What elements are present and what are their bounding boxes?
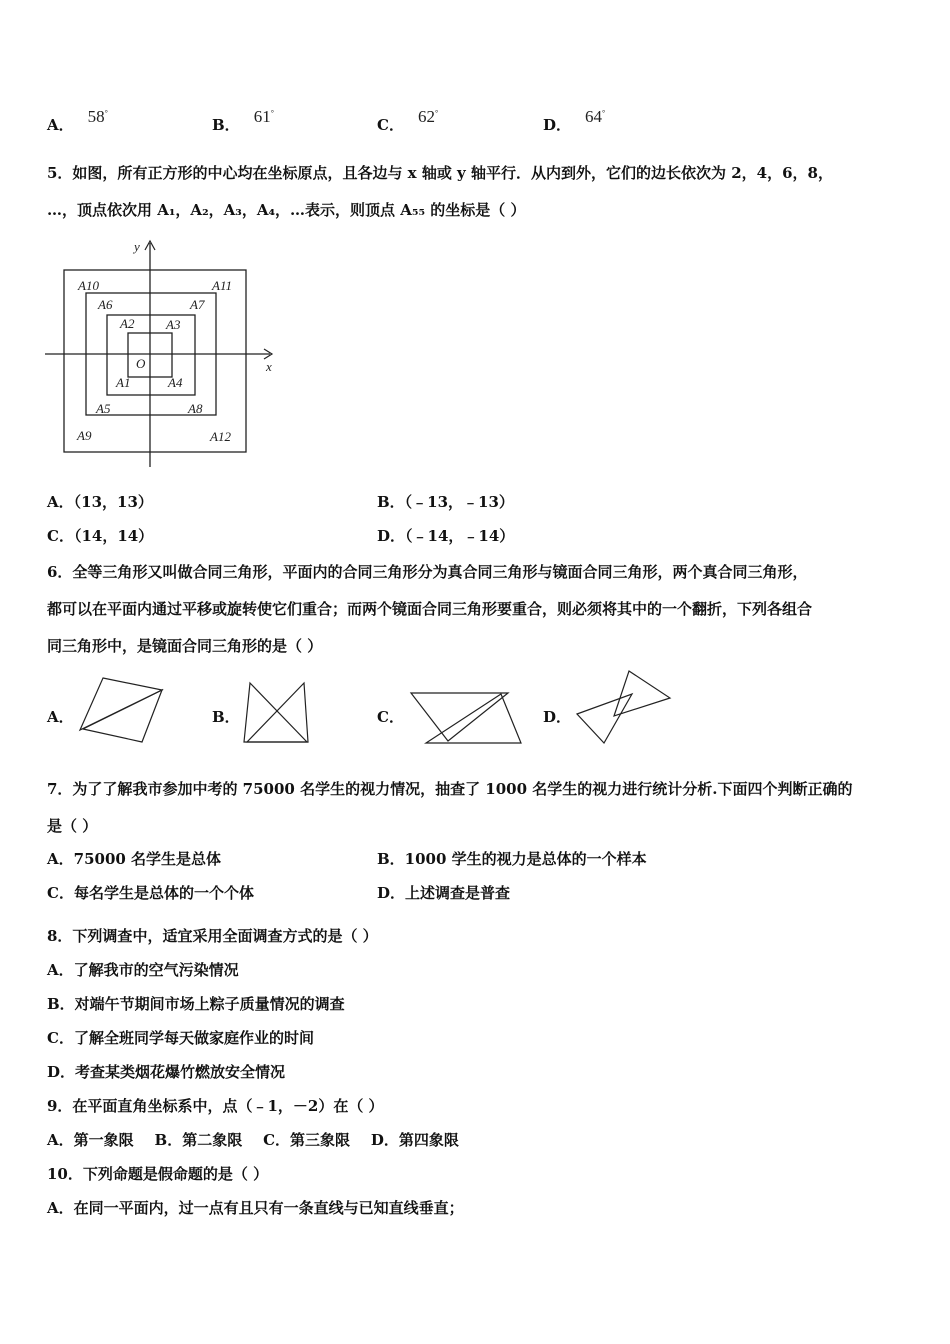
label-a8: A8 <box>188 401 203 416</box>
q6-option-c: C． <box>377 708 404 726</box>
label-a2: A2 <box>120 316 135 331</box>
q6-option-d: D． <box>543 708 572 726</box>
label-a5: A5 <box>96 401 111 416</box>
label-a3: A3 <box>166 317 181 332</box>
q4-option-a: A． 58° <box>47 107 108 134</box>
q6-figure-c <box>408 690 524 746</box>
q5-stem-line2: …，顶点依次用 A₁，A₂，A₃，A₄，…表示，则顶点 A₅₅ 的坐标是（ ） <box>47 201 526 219</box>
q5-squares-figure <box>40 235 280 471</box>
q5-option-d: D．（﹣14，﹣14） <box>377 527 515 545</box>
q4-option-d: D． 64° <box>543 107 606 134</box>
q8-stem: 8．下列调查中，适宜采用全面调查方式的是（ ） <box>47 927 378 945</box>
label-a11: A11 <box>212 278 232 293</box>
q7-option-c: C．每名学生是总体的一个个体 <box>47 884 254 902</box>
q8-option-a: A．了解我市的空气污染情况 <box>47 961 239 979</box>
q6-option-b: B． <box>212 708 240 726</box>
q9-options: A．第一象限 B．第二象限 C．第三象限 D．第四象限 <box>47 1131 459 1149</box>
q6-figure-d <box>574 668 674 746</box>
q7-option-b: B．1000 学生的视力是总体的一个样本 <box>377 850 647 868</box>
q6-figure-b <box>242 680 312 746</box>
q5-stem-line1: 5．如图，所有正方形的中心均在坐标原点，且各边与 x 轴或 y 轴平行．从内到外，它们的边长依次为 2，4，6，8， <box>47 164 833 182</box>
q6-figure-a <box>78 675 166 747</box>
label-a9: A9 <box>77 428 92 443</box>
q4-option-b: B． 61° <box>212 107 274 134</box>
q10-option-a: A．在同一平面内，过一点有且只有一条直线与已知直线垂直； <box>47 1199 464 1217</box>
q8-option-c: C．了解全班同学每天做家庭作业的时间 <box>47 1029 314 1047</box>
q7-option-a: A．75000 名学生是总体 <box>47 850 222 868</box>
x-label: x <box>266 359 272 374</box>
q6-stem-line3: 同三角形中，是镜面合同三角形的是（ ） <box>47 637 323 655</box>
q5-option-a: A．（13，13） <box>47 493 153 511</box>
q6-option-a: A． <box>47 708 74 726</box>
label-a12: A12 <box>210 429 231 444</box>
q5-option-c: C．（14，14） <box>47 527 154 545</box>
q9-stem: 9．在平面直角坐标系中，点（﹣1，－2）在（ ） <box>47 1097 384 1115</box>
q7-stem-line1: 7．为了了解我市参加中考的 75000 名学生的视力情况，抽查了 1000 名学生的视力进行统计分析.下面四个判断正确的 <box>47 780 853 798</box>
q5-option-b: B．（﹣13，﹣13） <box>377 493 514 511</box>
q4-option-c: C． 62° <box>377 107 439 134</box>
label-a4: A4 <box>168 375 183 390</box>
q8-option-d: D．考查某类烟花爆竹燃放安全情况 <box>47 1063 286 1081</box>
origin-label: O <box>136 356 146 371</box>
label-a10: A10 <box>78 278 99 293</box>
square-4 <box>64 270 246 452</box>
q7-stem-line2: 是（ ） <box>47 817 98 835</box>
q10-stem: 10．下列命题是假命题的是（ ） <box>47 1165 269 1183</box>
y-label: y <box>134 239 140 254</box>
q8-option-b: B．对端午节期间市场上粽子质量情况的调查 <box>47 995 345 1013</box>
label-a7: A7 <box>190 297 205 312</box>
q7-option-d: D．上述调查是普查 <box>377 884 511 902</box>
label-a1: A1 <box>116 375 131 390</box>
label-a6: A6 <box>98 297 113 312</box>
q6-stem-line2: 都可以在平面内通过平移或旋转使它们重合；而两个镜面合同三角形要重合，则必须将其中的一个翻折，下列各组合 <box>47 600 813 618</box>
q6-stem-line1: 6．全等三角形又叫做合同三角形，平面内的合同三角形分为真合同三角形与镜面合同三角形，两个真合同三角形， <box>47 563 808 581</box>
